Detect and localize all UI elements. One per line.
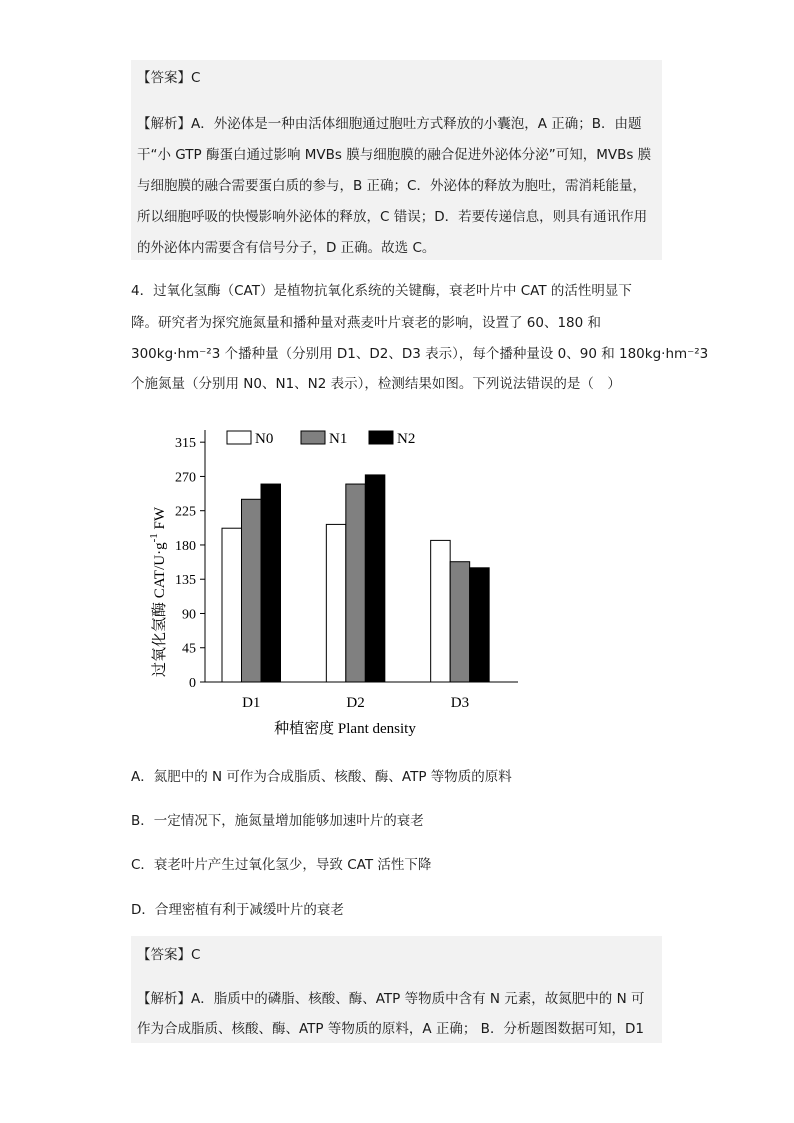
y-tick-label: 225 (175, 504, 196, 520)
legend (227, 431, 415, 447)
question-line: 降。研究者为探究施氮量和播种量对燕麦叶片衰老的影响，设置了 60、180 和 (131, 315, 602, 331)
bar-N2-D1 (261, 484, 281, 682)
option-c: C．衰老叶片产生过氧化氢少，导致 CAT 活性下降 (131, 857, 432, 873)
y-tick-label: 315 (175, 436, 196, 452)
y-axis (175, 430, 205, 691)
bar-N1-D3 (450, 562, 470, 682)
explanation-1-line: 干“小 GTP 酶蛋白通过影响 MVBs 膜与细胞膜的融合促进外泌体分泌”可知，MVBs 膜 (137, 147, 652, 163)
cat-activity-bar-chart (140, 418, 540, 748)
bar-N1-D1 (242, 499, 262, 682)
y-label-exponent: -1 (148, 533, 160, 543)
answer-label-1: 【答案】C (137, 70, 201, 86)
legend-swatch-N0 (227, 431, 251, 444)
option-b: B．一定情况下，施氮量增加能够加速叶片的衰老 (131, 813, 424, 829)
option-a: A．氮肥中的 N 可作为合成脂质、核酸、酶、ATP 等物质的原料 (131, 769, 512, 785)
option-d: D．合理密植有利于减缓叶片的衰老 (131, 902, 344, 918)
legend-label-N1: N1 (329, 431, 348, 447)
explanation-1-line: 【解析】A．外泌体是一种由活体细胞通过胞吐方式释放的小囊泡，A 正确；B．由题 (137, 116, 642, 132)
x-axis-label: 种植密度 Plant density (274, 721, 416, 737)
explanation-2-line: 【解析】A．脂质中的磷脂、核酸、酶、ATP 等物质中含有 N 元素，故氮肥中的 N 可 (137, 991, 645, 1007)
bar-N2-D2 (365, 475, 385, 682)
explanation-1-line: 的外泌体内需要含有信号分子，D 正确。故选 C。 (137, 240, 436, 256)
legend-label-N0: N0 (255, 431, 274, 447)
question-line: 300kg·hm⁻²3 个播种量（分别用 D1、D2、D3 表示），每个播种量设 0、90 和 180kg·hm⁻²3 (131, 346, 709, 362)
y-tick-label: 135 (175, 573, 196, 589)
y-tick-label: 180 (175, 538, 196, 554)
question-line: 4．过氧化氢酶（CAT）是植物抗氧化系统的关键酶，衰老叶片中 CAT 的活性明显下 (131, 283, 632, 299)
y-tick-label: 90 (182, 607, 196, 623)
explanation-1-line: 所以细胞呼吸的快慢影响外泌体的释放，C 错误；D．若要传递信息，则具有通讯作用 (137, 209, 648, 225)
x-tick-label: D3 (450, 695, 470, 711)
explanation-2-line: 作为合成脂质、核酸、酶、ATP 等物质的原料，A 正确； B．分析题图数据可知，D1 (137, 1021, 644, 1037)
y-label-main: 过氧化氢酶 CAT/U·g (152, 542, 168, 678)
legend-swatch-N2 (369, 431, 393, 444)
y-label-unit: FW (152, 506, 168, 534)
bar-N0-D3 (431, 540, 451, 682)
bar-N0-D2 (326, 524, 346, 682)
y-axis-label (148, 506, 168, 677)
y-tick-label: 0 (189, 676, 196, 691)
x-tick-label: D1 (242, 695, 261, 711)
question-line: 个施氮量（分别用 N0、N1、N2 表示），检测结果如图。下列说法错误的是（ ） (131, 376, 621, 392)
answer-label-2: 【答案】C (137, 947, 201, 963)
explanation-1-line: 与细胞膜的融合需要蛋白质的参与，B 正确；C．外泌体的释放为胞吐，需消耗能量， (137, 178, 646, 194)
x-axis (205, 682, 518, 711)
bar-N0-D1 (222, 528, 242, 682)
legend-label-N2: N2 (397, 431, 416, 447)
bars (222, 475, 489, 682)
y-tick-label: 45 (182, 641, 196, 657)
bar-N1-D2 (346, 484, 366, 682)
y-tick-label: 270 (175, 470, 196, 486)
legend-swatch-N1 (301, 431, 325, 444)
x-tick-label: D2 (346, 695, 365, 711)
bar-N2-D3 (470, 568, 490, 682)
